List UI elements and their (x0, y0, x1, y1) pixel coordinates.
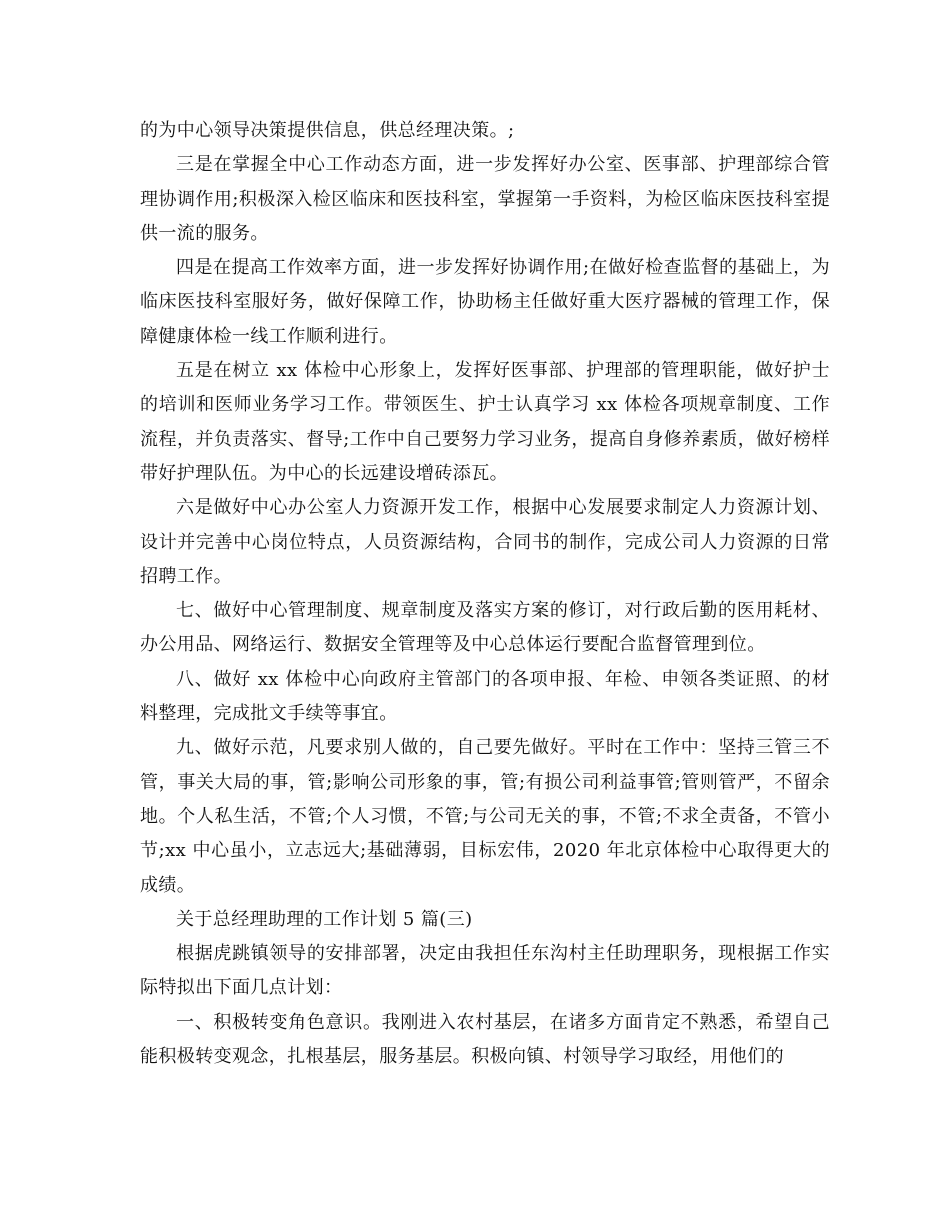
document-body (140, 114, 830, 1074)
paragraph-item-one: 一、积极转变角色意识。我刚进入农村基层，在诸多方面肯定不熟悉，希望自己能积极转变观念，扎根基层，服务基层。积极向镇、村领导学习取经，用他们的 (140, 1011, 830, 1068)
paragraph-item-six: 六是做好中心办公室人力资源开发工作，根据中心发展要求制定人力资源计划、设计并完善中心岗位特点，人员资源结构，合同书的制作，完成公司人力资源的日常招聘工作。 (140, 497, 830, 587)
paragraph-item-seven: 七、做好中心管理制度、规章制度及落实方案的修订，对行政后勤的医用耗材、办公用品、网络运行、数据安全管理等及中心总体运行要配合监督管理到位。 (140, 600, 830, 656)
section-heading: 关于总经理助理的工作计划 5 篇(三) (176, 908, 473, 930)
paragraph-item-four: 四是在提高工作效率方面，进一步发挥好协调作用;在做好检查监督的基础上，为临床医技科室服好务，做好保障工作，协助杨主任做好重大医疗器械的管理工作，保障健康体检一线工作顺利进行。 (140, 257, 830, 347)
paragraph-item-five: 五是在树立 xx 体检中心形象上，发挥好医事部、护理部的管理职能，做好护士的培训和医师业务学习工作。带领医生、护士认真学习 xx 体检各项规章制度、工作流程，并负责落实、督导;工作中自己要努力学习业务，提高自身修养素质，做好榜样带好护理队伍。为中心的长远建设增砖添瓦。 (140, 360, 830, 484)
paragraph-continuation: 的为中心领导决策提供信息，供总经理决策。; (140, 120, 515, 141)
paragraph-item-nine: 九、做好示范，凡要求别人做的，自己要先做好。平时在工作中：坚持三管三不管，事关大局的事，管;影响公司形象的事，管;有损公司利益事管;管则管严，不留余地。个人私生活，不管;个人习惯，不管;与公司无关的事，不管;不求全责备，不管小节;xx 中心虽小，立志远大;基础薄弱，目标宏伟，2020 年北京体检中心取得更大的成绩。 (140, 737, 830, 896)
paragraph-intro: 根据虎跳镇领导的安排部署，决定由我担任东沟村主任助理职务，现根据工作实际特拟出下面几点计划： (140, 943, 830, 999)
paragraph-item-three: 三是在掌握全中心工作动态方面，进一步发挥好办公室、医事部、护理部综合管理协调作用;积极深入检区临床和医技科室，掌握第一手资料，为检区临床医技科室提供一流的服务。 (140, 154, 830, 244)
paragraph-item-eight: 八、做好 xx 体检中心向政府主管部门的各项申报、年检、申领各类证照、的材料整理，完成批文手续等事宜。 (140, 668, 830, 725)
